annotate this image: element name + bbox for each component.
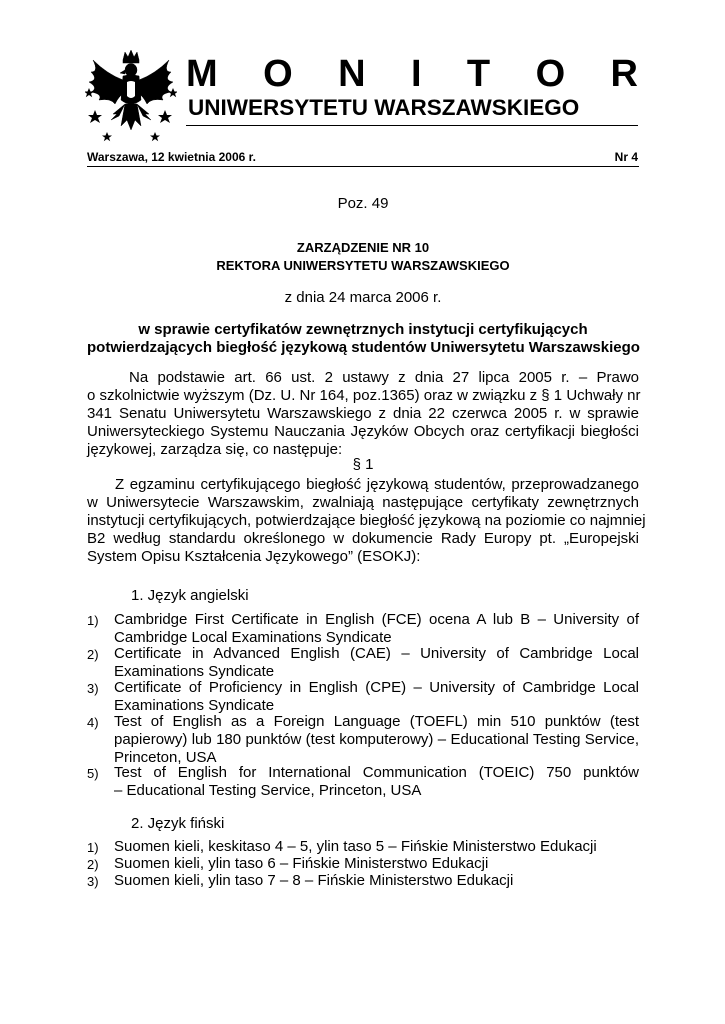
text-line: B2 według standardu określonego w dokumencie Rady Europy pt. „Europejski [87,530,639,547]
text-line: Suomen kieli, ylin taso 6 – Fińskie Ministerstwo Edukacji [114,855,489,872]
issue-date: Warszawa, 12 kwietnia 2006 r. [87,150,256,164]
text-line: Suomen kieli, keskitaso 4 – 5, ylin taso 5 – Fińskie Ministerstwo Edukacji [114,838,597,855]
text-line: Test of English as a Foreign Language (TOEFL) min 510 punktów (test [114,713,639,730]
text-line: Princeton, USA [114,749,217,766]
title-letter: O [535,53,566,95]
text-line: – Educational Testing Service, Princeton, USA [114,782,422,799]
list-item-number: 3) [87,681,99,696]
text-line: Z egzaminu certyfikującego biegłość językową studentów, przeprowadzanego [115,476,639,493]
text-line: Examinations Syndicate [114,697,275,714]
title-letter: N [338,53,366,95]
list-item-number: 4) [87,715,99,730]
text-line: Na podstawie art. 66 ust. 2 ustawy z dnia 27 lipca 2005 r. – Prawo [129,369,639,386]
issue-number: Nr 4 [614,150,638,164]
list-item-number: 2) [87,857,99,872]
text-line: Certificate in Advanced English (CAE) – University of Cambridge Local [114,645,639,662]
list-item-number: 1) [87,840,99,855]
title-letter: R [610,53,638,95]
text-line: System Opisu Kształcenia Językowego” (ESOKJ): [87,548,421,565]
masthead-subtitle: UNIWERSYTETU WARSZAWSKIEGO [188,95,580,120]
masthead-divider [186,125,638,126]
text-line: papierowy) lub 180 punktów (test komputerowy) – Educational Testing Service, [114,731,639,748]
text-line: o szkolnictwie wyższym (Dz. U. Nr 164, poz.1365) oraz w związku z § 1 Uchwały nr [87,387,641,404]
list-item-number: 5) [87,766,99,781]
ordinance-issuer: REKTORA UNIWERSYTETU WARSZAWSKIEGO [216,258,510,273]
title-letter: O [263,53,293,95]
header-divider [87,166,639,167]
ordinance-subject-line-1: w sprawie certyfikatów zewnętrznych instytucji certyfikujących [138,321,588,338]
list-item-number: 1) [87,613,99,628]
list-item-number: 2) [87,647,99,662]
paragraph-mark: § 1 [352,456,374,473]
text-line: Certificate of Proficiency in English (CPE) – University of Cambridge Local [114,679,639,696]
title-letter: I [410,53,422,95]
ordinance-subject-line-2: potwierdzających biegłość językową studentów Uniwersytetu Warszawskiego [87,339,640,356]
text-line: Examinations Syndicate [114,663,275,680]
list-item-number: 3) [87,874,99,889]
text-line: w Uniwersytecie Warszawskim, zwalniają następujące certyfikaty zewnętrznych [87,494,639,511]
section-heading-english: 1. Język angielski [131,587,249,604]
text-line: Cambridge First Certificate in English (FCE) ocena A lub B – University of [114,611,639,628]
section-heading-finnish: 2. Język fiński [131,815,225,832]
text-line: 341 Senatu Uniwersytetu Warszawskiego z dnia 22 czerwca 2005 r. w sprawie [87,405,639,422]
preamble [87,369,639,459]
title-letter: M [186,53,218,95]
paragraph-1 [87,476,646,566]
text-line: Cambridge Local Examinations Syndicate [114,629,392,646]
masthead-title [186,52,638,96]
position-number: Poz. 49 [337,195,389,212]
eagle-emblem-icon [85,48,177,148]
text-line: językowej, zarządza się, co następuje: [87,441,343,458]
ordinance-date: z dnia 24 marca 2006 r. [284,289,442,306]
ordinance-title: ZARZĄDZENIE NR 10 [296,240,430,255]
text-line: instytucji certyfikujących, potwierdzające biegłość językową na poziomie co najmniej [87,512,646,529]
text-line: Uniwersyteckiego Systemu Nauczania Języków Obcych oraz certyfikacji biegłości [87,423,639,440]
text-line: Suomen kieli, ylin taso 7 – 8 – Fińskie Ministerstwo Edukacji [114,872,514,889]
text-line: Test of English for International Communication (TOEIC) 750 punktów [114,764,639,781]
title-letter: T [466,53,491,95]
